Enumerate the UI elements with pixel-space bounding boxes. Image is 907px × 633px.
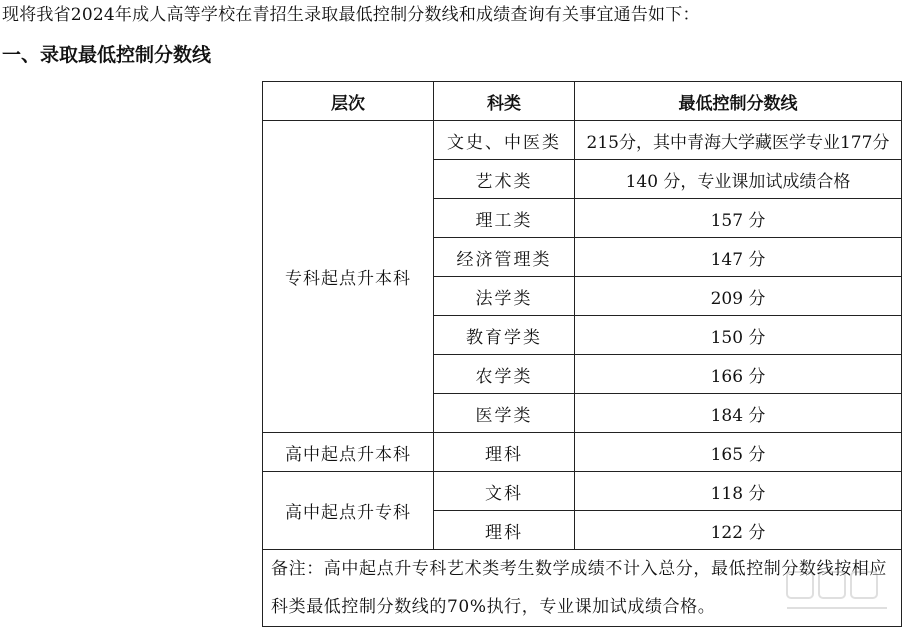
score-cell: 157 分	[575, 199, 902, 238]
table-row	[263, 121, 902, 160]
score-table	[262, 81, 902, 627]
subject-cell: 理科	[434, 511, 575, 550]
subject-cell: 文科	[434, 472, 575, 511]
section-title: 一、录取最低控制分数线	[2, 44, 212, 66]
score-cell: 122 分	[575, 511, 902, 550]
score-cell: 166 分	[575, 355, 902, 394]
table-header-row	[263, 82, 902, 121]
intro-text: 现将我省2024年成人高等学校在青招生录取最低控制分数线和成绩查询有关事宜通告如下：	[2, 5, 700, 25]
watermark-logo	[783, 568, 893, 616]
score-cell: 209 分	[575, 277, 902, 316]
score-cell: 215分，其中青海大学藏医学专业177分	[575, 121, 902, 160]
score-cell: 118 分	[575, 472, 902, 511]
table-row	[263, 472, 902, 511]
header-score: 最低控制分数线	[575, 82, 902, 121]
score-cell: 165 分	[575, 433, 902, 472]
level-cell: 专科起点升本科	[263, 121, 434, 433]
header-level: 层次	[263, 82, 434, 121]
score-cell: 150 分	[575, 316, 902, 355]
subject-cell: 艺术类	[434, 160, 575, 199]
subject-cell: 教育学类	[434, 316, 575, 355]
header-subject: 科类	[434, 82, 575, 121]
level-cell: 高中起点升专科	[263, 472, 434, 550]
subject-cell: 文史、中医类	[434, 121, 575, 160]
subject-cell: 农学类	[434, 355, 575, 394]
level-cell: 高中起点升本科	[263, 433, 434, 472]
score-cell: 140 分，专业课加试成绩合格	[575, 160, 902, 199]
subject-cell: 理科	[434, 433, 575, 472]
table-row	[263, 433, 902, 472]
score-cell: 184 分	[575, 394, 902, 433]
score-cell: 147 分	[575, 238, 902, 277]
subject-cell: 医学类	[434, 394, 575, 433]
subject-cell: 经济管理类	[434, 238, 575, 277]
note-cell: 备注：高中起点升专科艺术类考生数学成绩不计入总分，最低控制分数线按相应科类最低控制分数线的70%执行，专业课加试成绩合格。	[263, 550, 902, 627]
subject-cell: 理工类	[434, 199, 575, 238]
subject-cell: 法学类	[434, 277, 575, 316]
